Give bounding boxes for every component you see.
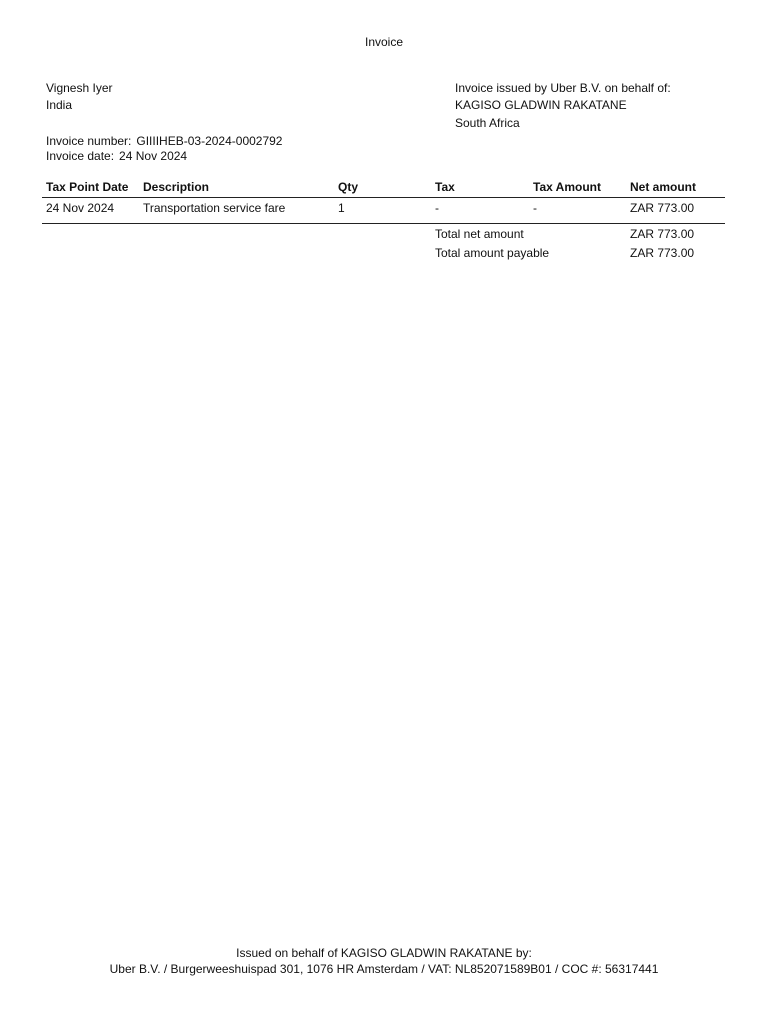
- footer-company-details: Uber B.V. / Burgerweeshuispad 301, 1076 HR Amsterdam / VAT: NL852071589B01 / COC #: 56317441: [109, 962, 659, 976]
- total-payable-label: Total amount payable: [435, 246, 550, 260]
- row-net-amount: ZAR 773.00: [630, 201, 695, 215]
- invoice-number-label: Invoice number:: [46, 134, 132, 148]
- page-title: Invoice: [364, 35, 404, 49]
- table-header-divider: [42, 197, 725, 198]
- invoice-date-line: [46, 149, 282, 164]
- total-net-amount-value: ZAR 773.00: [630, 227, 695, 241]
- driver-name: KAGISO GLADWIN RAKATANE: [455, 98, 627, 112]
- customer-country: India: [46, 98, 73, 112]
- bill-to-block: [46, 80, 113, 114]
- header-description: Description: [143, 180, 210, 194]
- row-tax-amount: -: [533, 201, 537, 215]
- driver-country: South Africa: [455, 116, 520, 130]
- row-tax-point-date: 24 Nov 2024: [46, 201, 115, 215]
- invoice-number-line: [46, 134, 282, 149]
- header-tax-point-date: Tax Point Date: [46, 180, 129, 194]
- row-description: Transportation service fare: [143, 201, 286, 215]
- table-footer-divider: [42, 223, 725, 224]
- customer-name: Vignesh Iyer: [46, 81, 113, 95]
- issuer-statement: Invoice issued by Uber B.V. on behalf of:: [455, 81, 671, 95]
- footer-issued-on-behalf: Issued on behalf of KAGISO GLADWIN RAKATANE by:: [236, 946, 532, 960]
- row-qty: 1: [338, 201, 345, 215]
- invoice-number-value: GIIIIHEB-03-2024-0002792: [136, 134, 283, 148]
- header-net-amount: Net amount: [630, 180, 696, 194]
- total-net-amount-label: Total net amount: [435, 227, 524, 241]
- invoice-date-label: Invoice date:: [46, 149, 115, 163]
- footer: [0, 945, 768, 977]
- header-tax: Tax: [435, 180, 455, 194]
- invoice-date-value: 24 Nov 2024: [119, 149, 188, 163]
- header-tax-amount: Tax Amount: [533, 180, 601, 194]
- issuer-block: [455, 80, 671, 132]
- row-tax: -: [435, 201, 439, 215]
- header-qty: Qty: [338, 180, 359, 194]
- invoice-meta: [46, 134, 282, 164]
- total-payable-value: ZAR 773.00: [630, 246, 695, 260]
